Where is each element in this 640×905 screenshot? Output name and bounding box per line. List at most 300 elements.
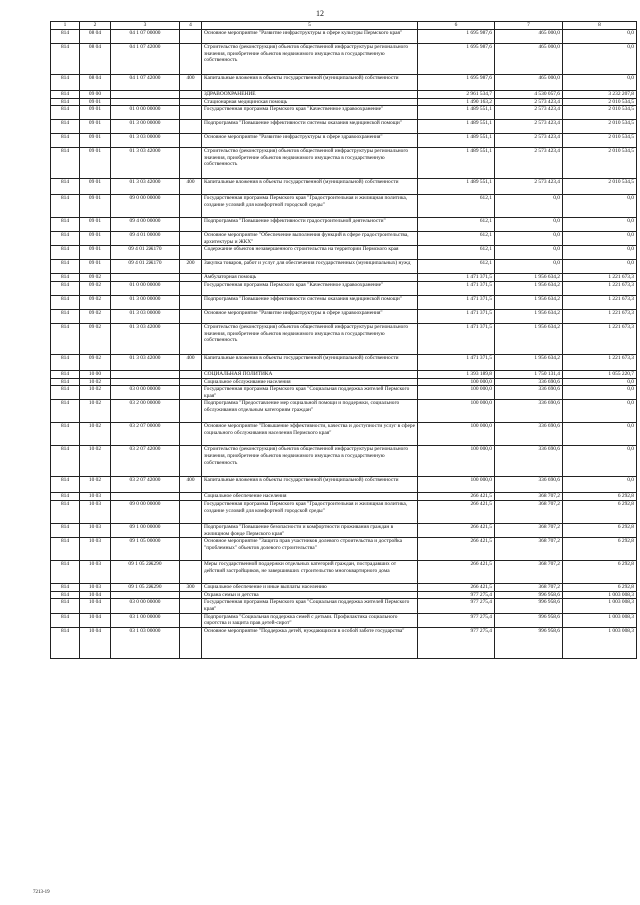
target-article-cell: 01 3 03 42000 [111,179,180,195]
description-cell: Капитальные вложения в объекты государственной (муниципальной) собственности [202,75,418,91]
description-cell: Строительство (реконструкция) объектов общественной инфраструктуры регионального значения, приобретение объектов недвижимого имущества в государственную собственность [202,148,418,179]
section-cell: 10 02 [80,477,111,493]
amount-2019-cell: 266 421,5 [418,500,495,523]
expense-type-cell [180,378,202,386]
amount-2021-cell: 6 292,8 [563,561,637,584]
section-cell: 09 01 [80,218,111,232]
description-cell: Строительство (реконструкция) объектов общественной инфраструктуры регионального значения, приобретение объектов недвижимого имущества в государственную собственность [202,323,418,354]
amount-2019-cell: 100 000,0 [418,423,495,446]
kvsr-cell: 814 [51,134,80,148]
amount-2021-cell: 0,0 [563,260,637,274]
amount-2019-cell: 977 275,4 [418,599,495,613]
table-row [51,493,637,501]
expense-type-cell [180,232,202,246]
table-row [51,477,637,493]
table-row [51,260,637,274]
section-cell: 09 02 [80,323,111,354]
amount-2020-cell: 0,0 [495,232,563,246]
section-cell: 09 01 [80,260,111,274]
section-cell: 08 04 [80,44,111,75]
section-cell: 09 02 [80,274,111,282]
header-cell: 1 [51,22,80,30]
section-cell: 09 01 [80,148,111,179]
amount-2021-cell: 1 221 673,3 [563,295,637,309]
amount-2021-cell: 1 003 008,3 [563,613,637,627]
table-row [51,179,637,195]
table-row [51,295,637,309]
section-cell: 10 02 [80,378,111,386]
amount-2020-cell: 1 956 634,2 [495,295,563,309]
amount-2020-cell: 368 707,2 [495,561,563,584]
amount-2019-cell: 100 000,0 [418,386,495,400]
description-cell: Подпрограмма "Повышение безопасности и комфортности проживания граждан в жилищном фонде Пермского края" [202,523,418,537]
expense-type-cell [180,613,202,627]
kvsr-cell: 814 [51,232,80,246]
section-cell: 09 01 [80,179,111,195]
amount-2021-cell: 6 292,8 [563,538,637,561]
amount-2021-cell: 2 010 534,5 [563,106,637,120]
amount-2019-cell: 1 489 551,1 [418,134,495,148]
section-cell: 10 02 [80,400,111,423]
amount-2019-cell: 612,1 [418,232,495,246]
amount-2019-cell: 977 275,4 [418,591,495,599]
table-row [51,584,637,592]
expense-type-cell [180,309,202,323]
kvsr-cell: 814 [51,195,80,218]
amount-2020-cell: 368 707,2 [495,538,563,561]
section-cell: 09 00 [80,91,111,99]
target-article-cell: 03 1 03 00000 [111,627,180,658]
table-row [51,120,637,134]
section-cell: 10 04 [80,627,111,658]
table-row [51,354,637,370]
amount-2020-cell: 4 530 057,6 [495,91,563,99]
description-cell: Строительство (реконструкция) объектов общественной инфраструктуры регионального значения, приобретение объектов недвижимого имущества в государственную собственность [202,446,418,477]
kvsr-cell: 814 [51,423,80,446]
kvsr-cell: 814 [51,354,80,370]
kvsr-cell: 814 [51,246,80,260]
kvsr-cell: 814 [51,627,80,658]
amount-2021-cell: 0,0 [563,232,637,246]
expense-type-cell [180,446,202,477]
amount-2019-cell: 1 471 371,5 [418,323,495,354]
amount-2021-cell: 1 055 220,7 [563,370,637,378]
kvsr-cell: 814 [51,613,80,627]
amount-2019-cell: 100 000,0 [418,446,495,477]
description-cell: Амбулаторная помощь [202,274,418,282]
target-article-cell: 09 1 00 00000 [111,523,180,537]
amount-2019-cell: 1 471 371,5 [418,295,495,309]
amount-2020-cell: 465 000,0 [495,75,563,91]
table-row [51,218,637,232]
amount-2019-cell: 1 471 371,5 [418,354,495,370]
section-cell: 10 02 [80,446,111,477]
amount-2021-cell: 6 292,8 [563,523,637,537]
target-article-cell: 03 2 00 00000 [111,400,180,423]
target-article-cell [111,493,180,501]
amount-2021-cell: 0,0 [563,400,637,423]
amount-2021-cell: 0,0 [563,246,637,260]
expense-type-cell [180,274,202,282]
section-cell: 10 03 [80,523,111,537]
description-cell: Основное мероприятие "Повышение эффективности, качества и доступности услуг в сфере социального обслуживания населения Пермского края" [202,423,418,446]
expense-type-cell [180,246,202,260]
target-article-cell: 01 3 03 42000 [111,354,180,370]
amount-2021-cell: 2 010 534,5 [563,148,637,179]
kvsr-cell: 814 [51,98,80,106]
table-header-row [51,22,637,30]
amount-2020-cell: 996 958,6 [495,627,563,658]
table-row [51,591,637,599]
kvsr-cell: 814 [51,91,80,99]
amount-2021-cell: 0,0 [563,378,637,386]
description-cell: Капитальные вложения в объекты государственной (муниципальной) собственности [202,179,418,195]
amount-2019-cell: 266 421,5 [418,538,495,561]
header-cell: 7 [495,22,563,30]
table-row [51,446,637,477]
table-row [51,309,637,323]
description-cell: Социальное обслуживание населения [202,378,418,386]
target-article-cell [111,98,180,106]
amount-2021-cell: 2 010 534,5 [563,134,637,148]
section-cell: 10 03 [80,561,111,584]
target-article-cell [111,370,180,378]
expense-type-cell [180,106,202,120]
expense-type-cell [180,98,202,106]
amount-2019-cell: 1 393 189,8 [418,370,495,378]
description-cell: Закупка товаров, работ и услуг для обеспечения государственных (муниципальных) нужд [202,260,418,274]
kvsr-cell: 814 [51,295,80,309]
amount-2020-cell: 0,0 [495,218,563,232]
header-cell: 2 [80,22,111,30]
amount-2020-cell: 336 690,6 [495,477,563,493]
amount-2021-cell: 1 003 008,3 [563,627,637,658]
header-cell: 3 [111,22,180,30]
target-article-cell: 04 1 07 42000 [111,75,180,91]
header-cell: 8 [563,22,637,30]
table-row [51,500,637,523]
table-row [51,627,637,658]
amount-2019-cell: 1 489 551,1 [418,120,495,134]
description-cell: Подпрограмма "Социальная поддержка семей с детьми. Профилактика социального сиротства и защита прав детей-сирот" [202,613,418,627]
budget-table [50,21,637,659]
table-row [51,30,637,44]
amount-2021-cell: 1 221 673,3 [563,281,637,295]
expense-type-cell: 400 [180,75,202,91]
table-row [51,134,637,148]
description-cell: Охрана семьи и детства [202,591,418,599]
amount-2020-cell: 368 707,2 [495,584,563,592]
section-cell: 09 01 [80,134,111,148]
target-article-cell: 09 4 01 2Ж170 [111,260,180,274]
table-row [51,386,637,400]
expense-type-cell [180,44,202,75]
table-row [51,613,637,627]
amount-2020-cell: 2 573 423,4 [495,148,563,179]
amount-2019-cell: 266 421,5 [418,561,495,584]
target-article-cell: 01 3 03 00000 [111,134,180,148]
target-article-cell: 09 4 01 00000 [111,232,180,246]
description-cell: Стационарная медицинская помощь [202,98,418,106]
section-cell: 10 03 [80,493,111,501]
amount-2020-cell: 336 690,6 [495,446,563,477]
description-cell: Содержание объектов незавершенного строительства на территории Пермского края [202,246,418,260]
amount-2019-cell: 1 471 371,5 [418,281,495,295]
kvsr-cell: 814 [51,400,80,423]
expense-type-cell: 400 [180,354,202,370]
amount-2021-cell: 6 292,8 [563,584,637,592]
target-article-cell: 09 0 00 00000 [111,500,180,523]
section-cell: 10 02 [80,423,111,446]
description-cell: Подпрограмма "Повышение эффективности системы оказания медицинской помощи" [202,120,418,134]
amount-2020-cell: 336 690,6 [495,386,563,400]
target-article-cell: 03 2 07 42000 [111,446,180,477]
expense-type-cell [180,30,202,44]
kvsr-cell: 814 [51,148,80,179]
footer-code: 7213-19 [33,890,50,895]
section-cell: 10 03 [80,538,111,561]
amount-2020-cell: 2 573 423,4 [495,179,563,195]
amount-2020-cell: 1 956 634,2 [495,274,563,282]
kvsr-cell: 814 [51,260,80,274]
amount-2019-cell: 612,1 [418,246,495,260]
amount-2019-cell: 977 275,4 [418,613,495,627]
table-row [51,323,637,354]
kvsr-cell: 814 [51,323,80,354]
table-row [51,98,637,106]
amount-2021-cell: 1 221 673,3 [563,309,637,323]
section-cell: 09 01 [80,232,111,246]
amount-2020-cell: 2 573 423,4 [495,98,563,106]
expense-type-cell [180,538,202,561]
description-cell: Капитальные вложения в объекты государственной (муниципальной) собственности [202,354,418,370]
expense-type-cell [180,599,202,613]
expense-type-cell [180,561,202,584]
section-cell: 10 03 [80,500,111,523]
expense-type-cell [180,493,202,501]
section-cell: 09 01 [80,195,111,218]
kvsr-cell: 814 [51,591,80,599]
description-cell: Государственная программа Пермского края "Социальная поддержка жителей Пермского края" [202,386,418,400]
expense-type-cell [180,218,202,232]
table-row [51,378,637,386]
target-article-cell: 01 3 00 00000 [111,295,180,309]
amount-2020-cell: 2 573 423,4 [495,134,563,148]
expense-type-cell: 400 [180,179,202,195]
table-row [51,561,637,584]
amount-2021-cell: 1 221 673,3 [563,323,637,354]
amount-2019-cell: 1 489 551,1 [418,106,495,120]
target-article-cell [111,274,180,282]
target-article-cell: 09 4 01 2Ж170 [111,246,180,260]
amount-2020-cell: 336 690,6 [495,400,563,423]
target-article-cell: 09 0 00 00000 [111,195,180,218]
table-row [51,523,637,537]
table-row [51,195,637,218]
amount-2021-cell: 1 003 008,3 [563,591,637,599]
section-cell: 09 02 [80,281,111,295]
expense-type-cell [180,120,202,134]
section-cell: 10 00 [80,370,111,378]
section-cell: 08 04 [80,30,111,44]
section-cell: 09 01 [80,106,111,120]
description-cell: Основное мероприятие "Поддержка детей, нуждающихся в особой заботе государства" [202,627,418,658]
table-row [51,91,637,99]
target-article-cell: 01 3 03 42000 [111,323,180,354]
target-article-cell: 03 0 00 00000 [111,386,180,400]
amount-2020-cell: 368 707,2 [495,493,563,501]
amount-2021-cell: 0,0 [563,423,637,446]
amount-2020-cell: 1 956 634,2 [495,309,563,323]
amount-2020-cell: 1 956 634,2 [495,323,563,354]
amount-2021-cell: 0,0 [563,44,637,75]
target-article-cell: 03 2 07 00000 [111,423,180,446]
kvsr-cell: 814 [51,370,80,378]
section-cell: 08 04 [80,75,111,91]
amount-2020-cell: 368 707,2 [495,523,563,537]
amount-2021-cell: 0,0 [563,386,637,400]
amount-2021-cell: 3 232 207,8 [563,91,637,99]
target-article-cell: 09 4 00 00000 [111,218,180,232]
amount-2021-cell: 6 292,8 [563,493,637,501]
expense-type-cell [180,386,202,400]
amount-2020-cell: 1 956 634,2 [495,354,563,370]
target-article-cell: 01 0 00 00000 [111,281,180,295]
amount-2019-cell: 1 471 371,5 [418,274,495,282]
amount-2021-cell: 0,0 [563,30,637,44]
description-cell: Основное мероприятие "Развитие инфраструктуры в сфере здравоохранения" [202,309,418,323]
amount-2021-cell: 0,0 [563,195,637,218]
description-cell: Подпрограмма "Предоставление мер социальной помощи и поддержки, социального обслуживания отдельным категориям граждан" [202,400,418,423]
table-row [51,246,637,260]
expense-type-cell [180,400,202,423]
section-cell: 10 04 [80,591,111,599]
table-row [51,44,637,75]
kvsr-cell: 814 [51,30,80,44]
target-article-cell: 09 1 05 2Ж290 [111,561,180,584]
section-cell: 09 02 [80,295,111,309]
target-article-cell: 09 1 05 2Ж290 [111,584,180,592]
description-cell: Основное мероприятие "Развитие инфраструктуры в сфере культуры Пермского края" [202,30,418,44]
description-cell: Подпрограмма "Повышение эффективности градостроительной деятельности" [202,218,418,232]
section-cell: 09 01 [80,98,111,106]
amount-2020-cell: 465 000,0 [495,30,563,44]
description-cell: Социальное обеспечение населения [202,493,418,501]
kvsr-cell: 814 [51,477,80,493]
amount-2020-cell: 2 573 423,4 [495,120,563,134]
amount-2020-cell: 0,0 [495,246,563,260]
amount-2021-cell: 6 292,8 [563,500,637,523]
amount-2020-cell: 368 707,2 [495,500,563,523]
description-cell: Основное мероприятие "Обеспечение выполнения функций в сфере градостроительства, архитектуры и ЖКХ" [202,232,418,246]
kvsr-cell: 814 [51,120,80,134]
table-row [51,148,637,179]
table-row [51,538,637,561]
target-article-cell [111,91,180,99]
amount-2021-cell: 1 221 673,3 [563,354,637,370]
description-cell: Основное мероприятие "Развитие инфраструктуры в сфере здравоохранения" [202,134,418,148]
section-cell: 09 02 [80,354,111,370]
section-cell: 10 04 [80,613,111,627]
description-cell: Основное мероприятие "Защита прав участников долевого строительства и достройка "проблемных" объектов долевого строительства" [202,538,418,561]
expense-type-cell [180,500,202,523]
amount-2019-cell: 266 421,5 [418,493,495,501]
table-row [51,400,637,423]
amount-2019-cell: 1 489 551,1 [418,148,495,179]
expense-type-cell [180,91,202,99]
description-cell: Государственная программа Пермского края "Градостроительная и жилищная политика, создание условий для комфортной городской среды" [202,500,418,523]
expense-type-cell [180,295,202,309]
amount-2019-cell: 100 000,0 [418,477,495,493]
target-article-cell: 04 1 07 00000 [111,30,180,44]
amount-2019-cell: 100 000,0 [418,378,495,386]
amount-2020-cell: 996 958,6 [495,591,563,599]
amount-2020-cell: 996 958,6 [495,599,563,613]
description-cell: Меры государственной поддержки отдельных категорий граждан, пострадавших от действий застройщиков, не завершивших строительство многоквартирного дома [202,561,418,584]
kvsr-cell: 814 [51,599,80,613]
target-article-cell: 03 2 07 42000 [111,477,180,493]
target-article-cell: 04 1 07 42000 [111,44,180,75]
kvsr-cell: 814 [51,538,80,561]
page-number: 12 [316,9,324,18]
target-article-cell: 01 3 00 00000 [111,120,180,134]
amount-2019-cell: 612,1 [418,260,495,274]
kvsr-cell: 814 [51,523,80,537]
expense-type-cell [180,148,202,179]
table-row [51,599,637,613]
description-cell: Государственная программа Пермского края "Качественное здравоохранение" [202,281,418,295]
amount-2021-cell: 0,0 [563,446,637,477]
kvsr-cell: 814 [51,218,80,232]
amount-2019-cell: 612,1 [418,195,495,218]
kvsr-cell: 814 [51,500,80,523]
expense-type-cell [180,134,202,148]
kvsr-cell: 814 [51,44,80,75]
table-row [51,75,637,91]
target-article-cell: 03 0 00 00000 [111,599,180,613]
amount-2019-cell: 2 961 534,7 [418,91,495,99]
amount-2021-cell: 1 221 673,3 [563,274,637,282]
kvsr-cell: 814 [51,584,80,592]
amount-2019-cell: 1 695 987,6 [418,44,495,75]
amount-2020-cell: 1 956 634,2 [495,281,563,295]
expense-type-cell: 200 [180,260,202,274]
amount-2019-cell: 100 000,0 [418,400,495,423]
description-cell: Капитальные вложения в объекты государственной (муниципальной) собственности [202,477,418,493]
kvsr-cell: 814 [51,106,80,120]
kvsr-cell: 814 [51,281,80,295]
amount-2021-cell: 0,0 [563,75,637,91]
target-article-cell [111,591,180,599]
expense-type-cell [180,627,202,658]
table-row [51,274,637,282]
kvsr-cell: 814 [51,446,80,477]
amount-2020-cell: 996 958,6 [495,613,563,627]
kvsr-cell: 814 [51,309,80,323]
kvsr-cell: 814 [51,274,80,282]
section-cell: 10 04 [80,599,111,613]
table-row [51,370,637,378]
amount-2021-cell: 1 003 008,3 [563,599,637,613]
table-row [51,106,637,120]
amount-2019-cell: 1 490 163,2 [418,98,495,106]
section-cell: 10 03 [80,584,111,592]
kvsr-cell: 814 [51,75,80,91]
amount-2019-cell: 266 421,5 [418,523,495,537]
target-article-cell: 01 0 00 00000 [111,106,180,120]
expense-type-cell [180,591,202,599]
description-cell: СОЦИАЛЬНАЯ ПОЛИТИКА [202,370,418,378]
